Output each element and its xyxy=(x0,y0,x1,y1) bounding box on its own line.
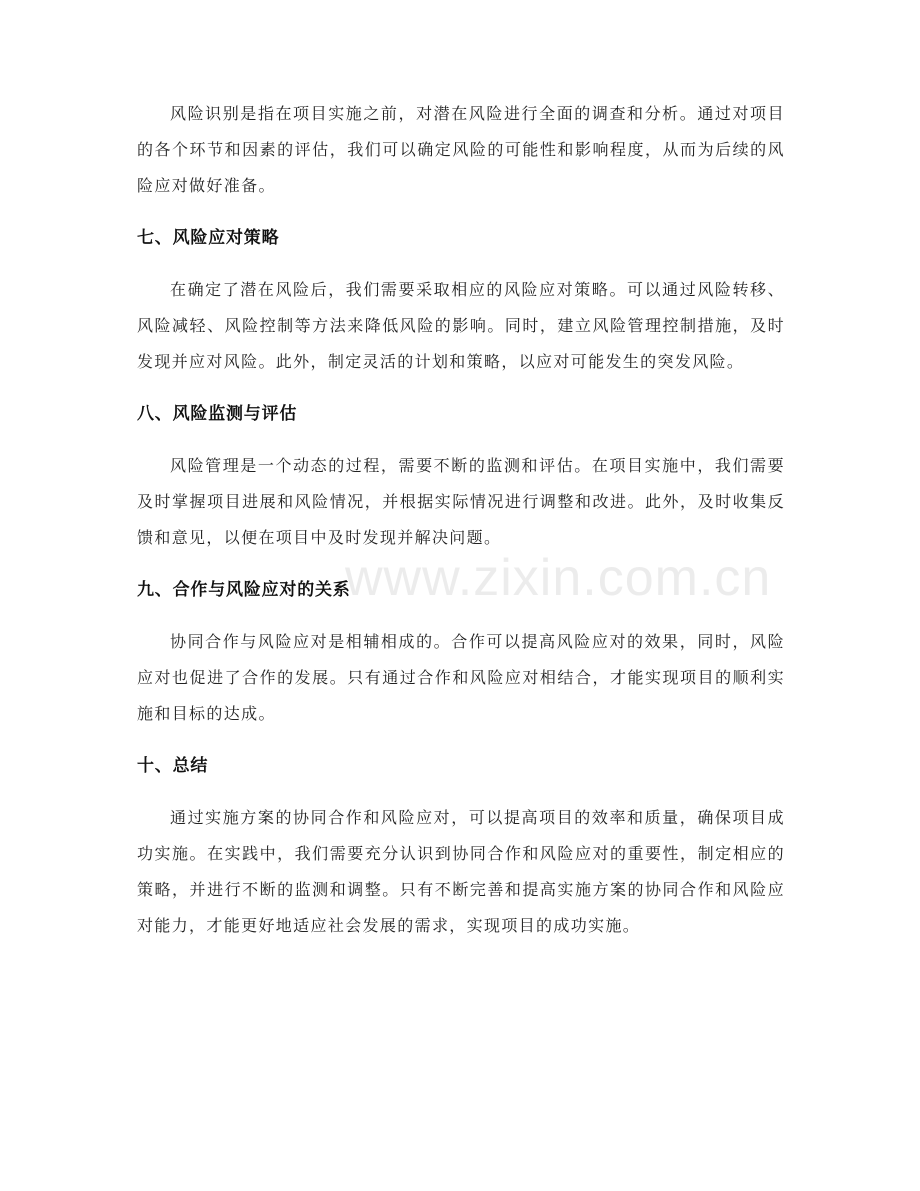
section-heading-7: 七、风险应对策略 xyxy=(137,228,280,248)
section-heading-8: 八、风险监测与评估 xyxy=(137,404,298,424)
section-heading-10: 十、总结 xyxy=(137,756,209,776)
section-paragraph-7: 在确定了潜在风险后，我们需要采取相应的风险应对策略。可以通过风险转移、风险减轻、风险控制等方法来降低风险的影响。同时，建立风险管理控制措施，及时发现并应对风险。此外，制定灵活的计划和策略，以应对可能发生的突发风险。 xyxy=(137,280,785,371)
watermark: www.zixin.com.cn xyxy=(345,549,772,607)
section-heading-9: 九、合作与风险应对的关系 xyxy=(137,580,351,600)
section-paragraph-10: 通过实施方案的协同合作和风险应对，可以提高项目的效率和质量，确保项目成功实施。在实践中，我们需要充分认识到协同合作和风险应对的重要性，制定相应的策略，并进行不断的监测和调整。只有不断完善和提高实施方案的协同合作和风险应对能力，才能更好地适应社会发展的需求，实现项目的成功实施。 xyxy=(137,808,785,935)
section-paragraph-8: 风险管理是一个动态的过程，需要不断的监测和评估。在项目实施中，我们需要及时掌握项目进展和风险情况，并根据实际情况进行调整和改进。此外，及时收集反馈和意见，以便在项目中及时发现并解决问题。 xyxy=(137,456,785,547)
intro-paragraph: 风险识别是指在项目实施之前，对潜在风险进行全面的调查和分析。通过对项目的各个环节和因素的评估，我们可以确定风险的可能性和影响程度，从而为后续的风险应对做好准备。 xyxy=(137,104,785,195)
section-paragraph-9: 协同合作与风险应对是相辅相成的。合作可以提高风险应对的效果，同时，风险应对也促进了合作的发展。只有通过合作和风险应对相结合，才能实现项目的顺利实施和目标的达成。 xyxy=(137,632,785,723)
document-page xyxy=(137,96,785,944)
